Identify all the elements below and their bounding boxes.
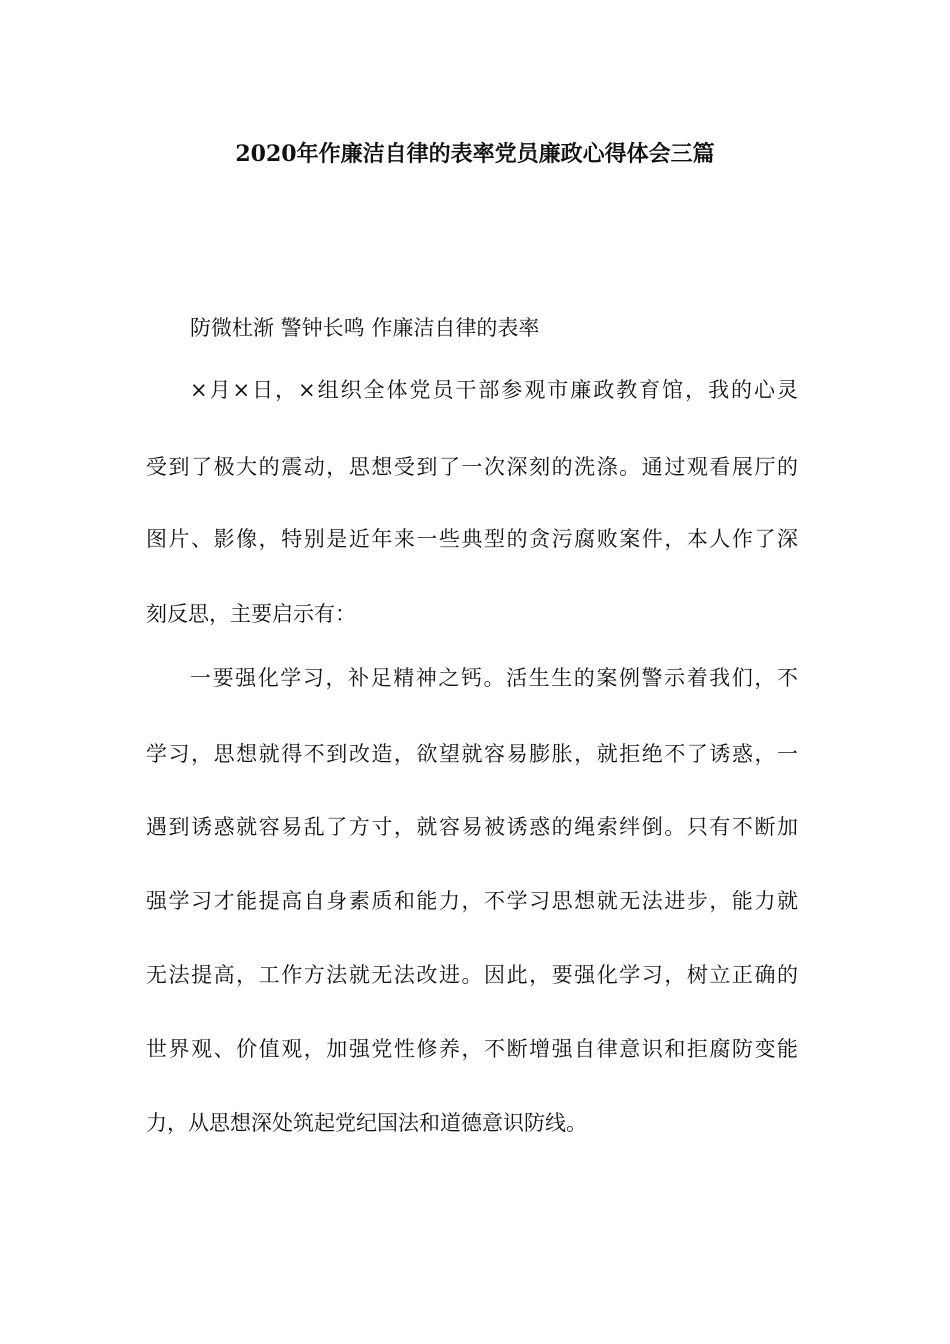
paragraph-line: 学习，思想就得不到改造，欲望就容易膨胀，就拒绝不了诱惑，一: [146, 742, 798, 766]
paragraph-line: 刻反思，主要启示有：: [146, 602, 356, 626]
paragraph-line: 力，从思想深处筑起党纪国法和道德意识防线。: [146, 1111, 587, 1135]
paragraph-line: 无法提高，工作方法就无法改进。因此，要强化学习，树立正确的: [146, 963, 798, 987]
paragraph-line: ×月×日，×组织全体党员干部参观市廉政教育馆，我的心灵: [190, 378, 798, 402]
section-subtitle: 防微杜渐 警钟长鸣 作廉洁自律的表率: [190, 316, 540, 340]
document-title: 2020年作廉洁自律的表率党员廉政心得体会三篇: [235, 141, 715, 167]
paragraph-line: 强学习才能提高自身素质和能力，不学习思想就无法进步，能力就: [146, 889, 798, 913]
paragraph-line: 世界观、价值观，加强党性修养，不断增强自律意识和拒腐防变能: [146, 1037, 798, 1061]
paragraph-line: 受到了极大的震动，思想受到了一次深刻的洗涤。通过观看展厅的: [146, 455, 798, 479]
paragraph-line: 图片、影像，特别是近年来一些典型的贪污腐败案件，本人作了深: [146, 527, 798, 551]
paragraph-line: 一要强化学习，补足精神之钙。活生生的案例警示着我们，不: [190, 666, 798, 690]
paragraph-line: 遇到诱惑就容易乱了方寸，就容易被诱惑的绳索绊倒。只有不断加: [146, 815, 798, 839]
